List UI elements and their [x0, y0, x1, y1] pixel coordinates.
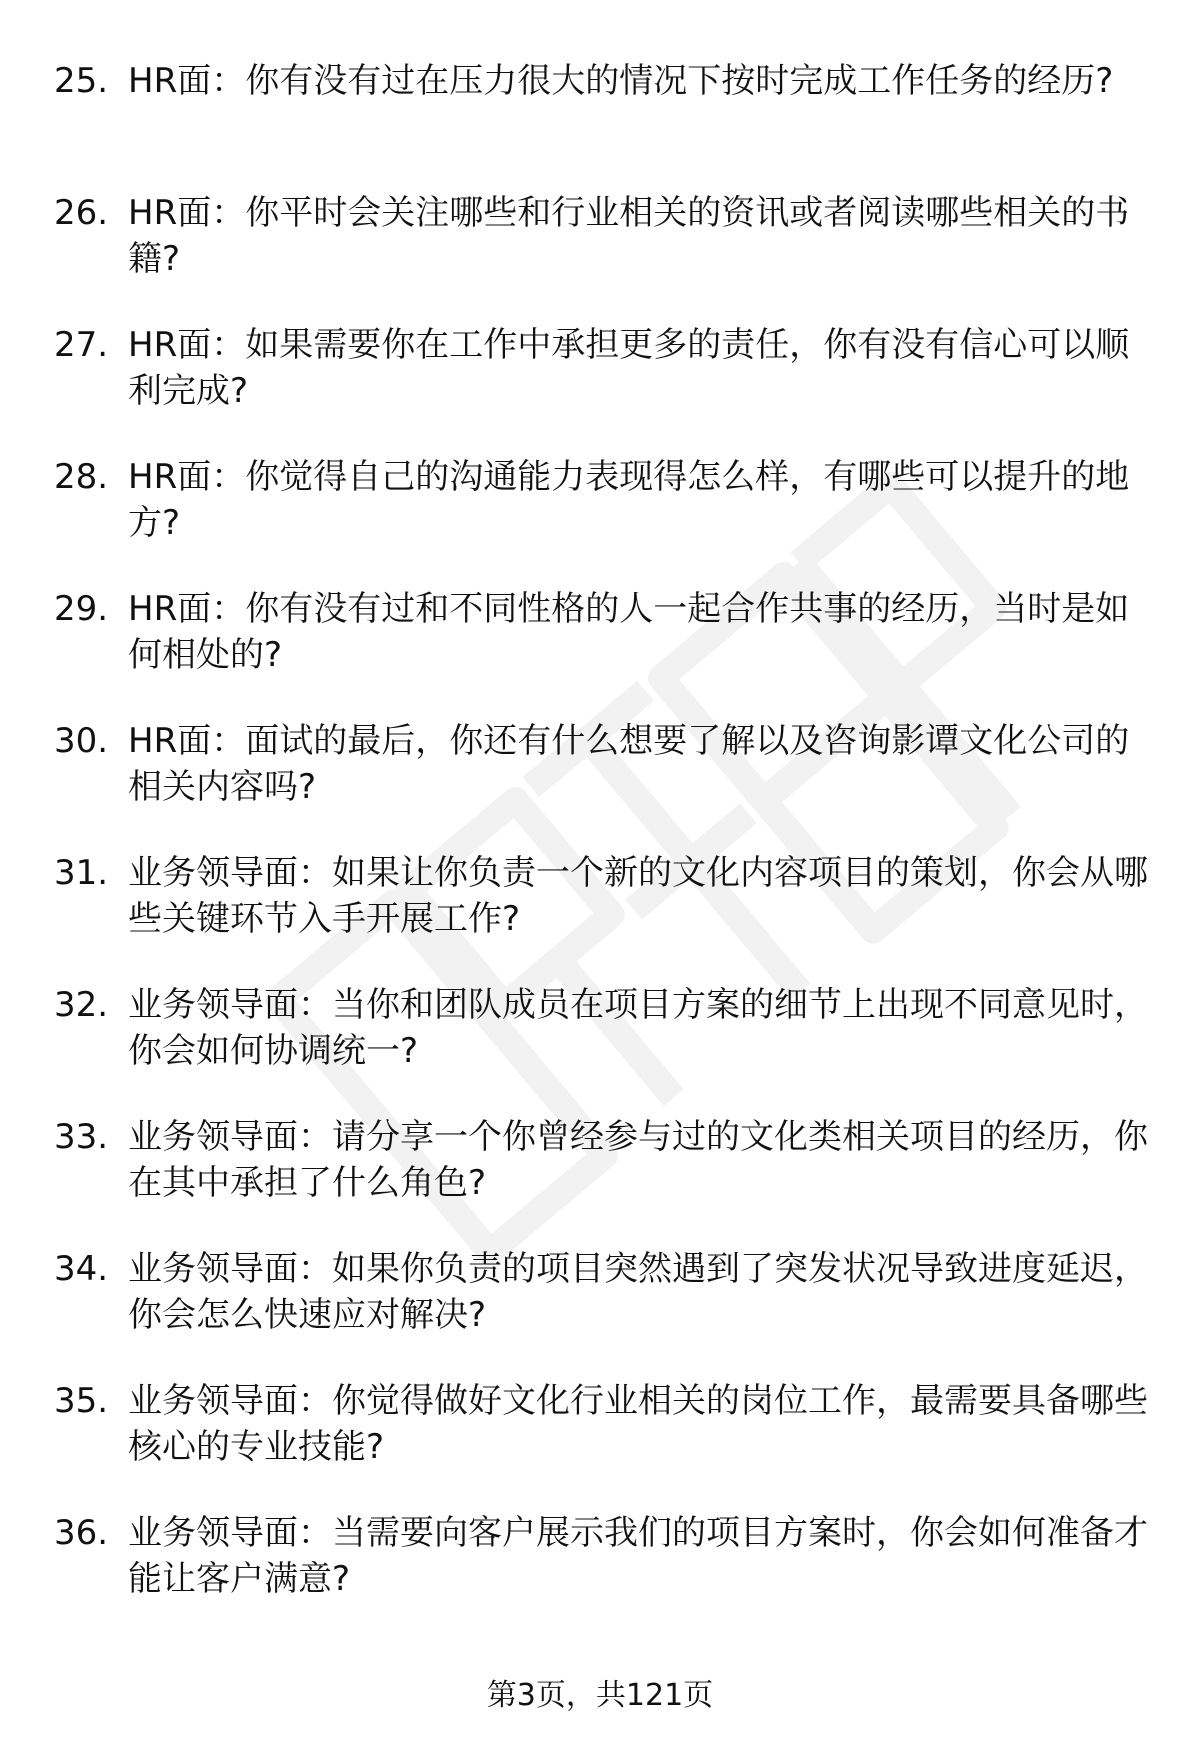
- list-item: [0, 850, 1200, 982]
- question-text: HR面：如果需要你在工作中承担更多的责任，你有没有信心可以顺利完成?: [128, 325, 1130, 411]
- question-text: HR面：你觉得自己的沟通能力表现得怎么样，有哪些可以提升的地方?: [128, 457, 1130, 543]
- question-text: HR面：你有没有过在压力很大的情况下按时完成工作任务的经历?: [128, 61, 1114, 101]
- question-number: 30.: [54, 721, 109, 761]
- question-number: 29.: [54, 589, 109, 629]
- question-text: 业务领导面：你觉得做好文化行业相关的岗位工作，最需要具备哪些核心的专业技能?: [128, 1381, 1148, 1467]
- list-item: [0, 1378, 1200, 1510]
- list-item: [0, 982, 1200, 1114]
- question-text: 业务领导面：如果让你负责一个新的文化内容项目的策划，你会从哪些关键环节入手开展工作?: [128, 853, 1148, 939]
- list-item: [0, 1246, 1200, 1378]
- list-item: [0, 190, 1200, 322]
- question-number: 36.: [54, 1513, 109, 1553]
- page-footer: 第3页，共121页: [486, 1678, 714, 1713]
- question-number: 35.: [54, 1381, 109, 1421]
- question-number: 32.: [54, 985, 109, 1025]
- list-item: [0, 58, 1200, 190]
- question-text: 业务领导面：如果你负责的项目突然遇到了突发状况导致进度延迟，你会怎么快速应对解决?: [128, 1249, 1148, 1335]
- list-item: [0, 718, 1200, 850]
- question-number: 27.: [54, 325, 109, 365]
- list-item: [0, 454, 1200, 586]
- question-number: 26.: [54, 193, 109, 233]
- list-item: [0, 1510, 1200, 1642]
- list-item: [0, 586, 1200, 718]
- question-text: HR面：面试的最后，你还有什么想要了解以及咨询影谭文化公司的相关内容吗?: [128, 721, 1130, 807]
- question-list: [0, 58, 1200, 1642]
- list-item: [0, 322, 1200, 454]
- question-number: 25.: [54, 61, 109, 101]
- question-text: HR面：你有没有过和不同性格的人一起合作共事的经历，当时是如何相处的?: [128, 589, 1130, 675]
- question-text: 业务领导面：当你和团队成员在项目方案的细节上出现不同意见时，你会如何协调统一?: [128, 985, 1148, 1071]
- list-item: [0, 1114, 1200, 1246]
- question-number: 34.: [54, 1249, 109, 1289]
- question-text: HR面：你平时会关注哪些和行业相关的资讯或者阅读哪些相关的书籍?: [128, 193, 1130, 279]
- question-number: 31.: [54, 853, 109, 893]
- question-text: 业务领导面：当需要向客户展示我们的项目方案时，你会如何准备才能让客户满意?: [128, 1513, 1148, 1599]
- question-number: 28.: [54, 457, 109, 497]
- question-number: 33.: [54, 1117, 109, 1157]
- question-text: 业务领导面：请分享一个你曾经参与过的文化类相关项目的经历，你在其中承担了什么角色?: [128, 1117, 1148, 1203]
